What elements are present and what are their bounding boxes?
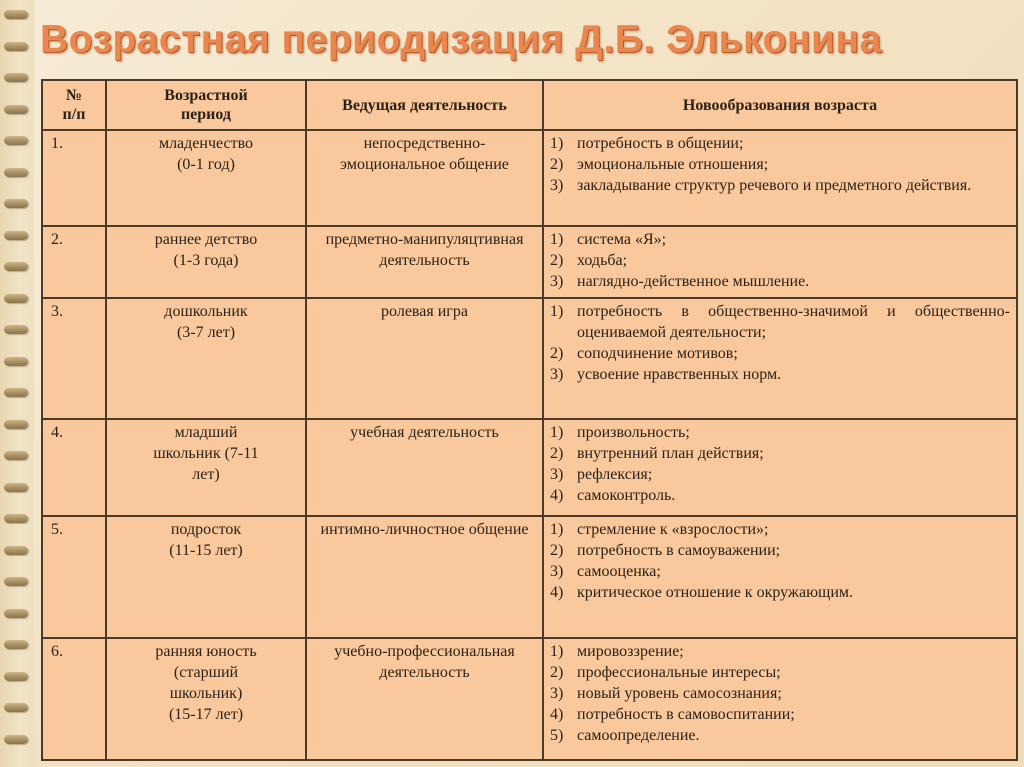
age-period-line: (3-7 лет) bbox=[176, 324, 236, 341]
age-period bbox=[106, 419, 306, 516]
list-item-marker: 1) bbox=[550, 643, 564, 660]
list-item-marker: 3) bbox=[550, 466, 564, 483]
spiral-ring bbox=[4, 451, 28, 460]
spiral-ring bbox=[4, 168, 28, 177]
list-item-marker: 2) bbox=[550, 252, 564, 269]
list-item-text: критическое отношение к окружающим. bbox=[577, 584, 854, 601]
table-row bbox=[42, 130, 1017, 226]
age-period-line: (0-1 год) bbox=[177, 156, 235, 173]
list-item-text: система «Я»; bbox=[577, 231, 667, 248]
list-item bbox=[550, 641, 1010, 662]
header-period: Возрастной период bbox=[106, 80, 306, 130]
list-item-marker: 1) bbox=[550, 135, 564, 152]
list-item-text: наглядно-действенное мышление. bbox=[577, 273, 810, 290]
list-item bbox=[550, 540, 1010, 561]
spiral-ring bbox=[4, 577, 28, 586]
age-neoplasms bbox=[543, 226, 1017, 298]
spiral-ring bbox=[4, 640, 28, 649]
table-header-row bbox=[42, 80, 1017, 130]
age-period-line: (11-15 лет) bbox=[169, 542, 243, 559]
row-number: 5. bbox=[42, 516, 106, 638]
list-item-text: потребность в самоуважении; bbox=[577, 542, 781, 559]
age-period bbox=[106, 130, 306, 226]
list-item-marker: 2) bbox=[550, 664, 564, 681]
leading-activity: непосредственно-эмоциональное общение bbox=[306, 130, 543, 226]
list-item bbox=[550, 519, 1010, 540]
spiral-ring bbox=[4, 703, 28, 712]
row-number: 6. bbox=[42, 638, 106, 760]
list-item-marker: 3) bbox=[550, 177, 564, 194]
list-item-text: профессиональные интересы; bbox=[577, 664, 781, 681]
age-neoplasms bbox=[543, 638, 1017, 760]
age-period-line: (старший bbox=[173, 664, 239, 681]
spiral-ring bbox=[4, 420, 28, 429]
spiral-ring bbox=[4, 735, 28, 744]
list-item-marker: 1) bbox=[550, 303, 564, 320]
age-period-line: школьник (7-11 bbox=[153, 445, 259, 462]
list-item bbox=[550, 582, 1010, 603]
list-item bbox=[550, 343, 1010, 364]
list-item-text: ходьба; bbox=[577, 252, 628, 269]
list-item bbox=[550, 133, 1010, 154]
list-item-text: потребность в общении; bbox=[577, 135, 744, 152]
spiral-ring bbox=[4, 231, 28, 240]
list-item-marker: 2) bbox=[550, 156, 564, 173]
list-item-text: произвольность; bbox=[577, 424, 690, 441]
list-item-text: самоопределение. bbox=[577, 727, 700, 744]
spiral-ring bbox=[4, 357, 28, 366]
spiral-ring bbox=[4, 199, 28, 208]
list-item-marker: 4) bbox=[550, 487, 564, 504]
age-period bbox=[106, 638, 306, 760]
age-neoplasms bbox=[543, 419, 1017, 516]
row-number: 4. bbox=[42, 419, 106, 516]
spiral-ring bbox=[4, 609, 28, 618]
header-neoplasms: Новообразования возраста bbox=[543, 80, 1017, 130]
table-row bbox=[42, 226, 1017, 298]
header-activity: Ведущая деятельность bbox=[306, 80, 543, 130]
leading-activity: ролевая игра bbox=[306, 298, 543, 419]
neoplasm-list bbox=[550, 133, 1010, 196]
age-period-line: школьник) bbox=[169, 685, 243, 702]
list-item-marker: 3) bbox=[550, 685, 564, 702]
spiral-ring bbox=[4, 10, 28, 19]
row-number: 1. bbox=[42, 130, 106, 226]
list-item bbox=[550, 464, 1010, 485]
leading-activity: учебная деятельность bbox=[306, 419, 543, 516]
list-item-marker: 1) bbox=[550, 231, 564, 248]
list-item bbox=[550, 154, 1010, 175]
list-item bbox=[550, 175, 1010, 196]
list-item bbox=[550, 301, 1010, 343]
list-item bbox=[550, 683, 1010, 704]
age-period-line: дошкольник bbox=[164, 303, 248, 320]
list-item-marker: 2) bbox=[550, 542, 564, 559]
table-row bbox=[42, 419, 1017, 516]
list-item-text: потребность в общественно-значимой и общественно-оцениваемой деятельности; bbox=[577, 303, 1010, 341]
list-item-text: самооценка; bbox=[577, 563, 661, 580]
neoplasm-list bbox=[550, 422, 1010, 506]
age-period-line: (15-17 лет) bbox=[168, 706, 244, 723]
spiral-ring bbox=[4, 672, 28, 681]
age-period-line: (1-3 года) bbox=[173, 252, 239, 269]
list-item bbox=[550, 485, 1010, 506]
list-item bbox=[550, 704, 1010, 725]
periodization-table bbox=[41, 79, 1018, 761]
spiral-ring bbox=[4, 262, 28, 271]
list-item bbox=[550, 561, 1010, 582]
spiral-ring bbox=[4, 73, 28, 82]
list-item-text: внутренний план действия; bbox=[577, 445, 764, 462]
list-item-marker: 3) bbox=[550, 563, 564, 580]
list-item-marker: 5) bbox=[550, 727, 564, 744]
age-period-line: раннее детство bbox=[154, 231, 258, 248]
age-neoplasms bbox=[543, 516, 1017, 638]
neoplasm-list bbox=[550, 229, 1010, 292]
age-period-line: младенчество bbox=[158, 135, 254, 152]
list-item-text: стремление к «взрослости»; bbox=[577, 521, 769, 538]
age-period-line: младший bbox=[174, 424, 238, 441]
list-item-text: усвоение нравственных норм. bbox=[577, 366, 782, 383]
list-item bbox=[550, 364, 1010, 385]
list-item-marker: 4) bbox=[550, 584, 564, 601]
age-period bbox=[106, 298, 306, 419]
list-item-marker: 1) bbox=[550, 521, 564, 538]
row-number: 3. bbox=[42, 298, 106, 419]
spiral-ring bbox=[4, 388, 28, 397]
leading-activity: интимно-личностное общение bbox=[306, 516, 543, 638]
age-period-line: ранняя юность bbox=[155, 643, 257, 660]
leading-activity: предметно-манипуляцтивная деятельность bbox=[306, 226, 543, 298]
list-item bbox=[550, 250, 1010, 271]
list-item-text: соподчинение мотивов; bbox=[577, 345, 738, 362]
list-item-marker: 3) bbox=[550, 366, 564, 383]
spiral-ring bbox=[4, 546, 28, 555]
list-item-marker: 3) bbox=[550, 273, 564, 290]
table-row bbox=[42, 638, 1017, 760]
leading-activity: учебно-профессиональная деятельность bbox=[306, 638, 543, 760]
neoplasm-list bbox=[550, 301, 1010, 385]
list-item-text: новый уровень самосознания; bbox=[577, 685, 782, 702]
age-period-line: подросток bbox=[170, 521, 242, 538]
list-item-text: потребность в самовоспитании; bbox=[577, 706, 795, 723]
age-neoplasms bbox=[543, 130, 1017, 226]
list-item-text: закладывание структур речевого и предметного действия. bbox=[577, 177, 972, 194]
list-item bbox=[550, 662, 1010, 683]
age-period bbox=[106, 516, 306, 638]
list-item bbox=[550, 725, 1010, 746]
header-num: № п/п bbox=[42, 80, 106, 130]
list-item-marker: 2) bbox=[550, 445, 564, 462]
age-period-line: лет) bbox=[192, 466, 220, 483]
spiral-ring bbox=[4, 325, 28, 334]
notebook-binding bbox=[0, 0, 34, 767]
list-item-marker: 4) bbox=[550, 706, 564, 723]
spiral-ring bbox=[4, 136, 28, 145]
list-item-marker: 1) bbox=[550, 424, 564, 441]
table-row bbox=[42, 298, 1017, 419]
list-item bbox=[550, 271, 1010, 292]
list-item-marker: 2) bbox=[550, 345, 564, 362]
age-period bbox=[106, 226, 306, 298]
spiral-ring bbox=[4, 483, 28, 492]
list-item bbox=[550, 229, 1010, 250]
spiral-ring bbox=[4, 105, 28, 114]
list-item-text: эмоциональные отношения; bbox=[577, 156, 769, 173]
spiral-ring bbox=[4, 294, 28, 303]
row-number: 2. bbox=[42, 226, 106, 298]
list-item-text: мировоззрение; bbox=[577, 643, 684, 660]
neoplasm-list bbox=[550, 641, 1010, 746]
list-item-text: самоконтроль. bbox=[577, 487, 676, 504]
table-row bbox=[42, 516, 1017, 638]
page-title: Возрастная периодизация Д.Б. Эльконина bbox=[40, 18, 882, 61]
age-neoplasms bbox=[543, 298, 1017, 419]
neoplasm-list bbox=[550, 519, 1010, 603]
spiral-ring bbox=[4, 42, 28, 51]
list-item bbox=[550, 443, 1010, 464]
list-item bbox=[550, 422, 1010, 443]
list-item-text: рефлексия; bbox=[577, 466, 653, 483]
spiral-ring bbox=[4, 514, 28, 523]
periodization-table-container bbox=[41, 79, 1016, 759]
